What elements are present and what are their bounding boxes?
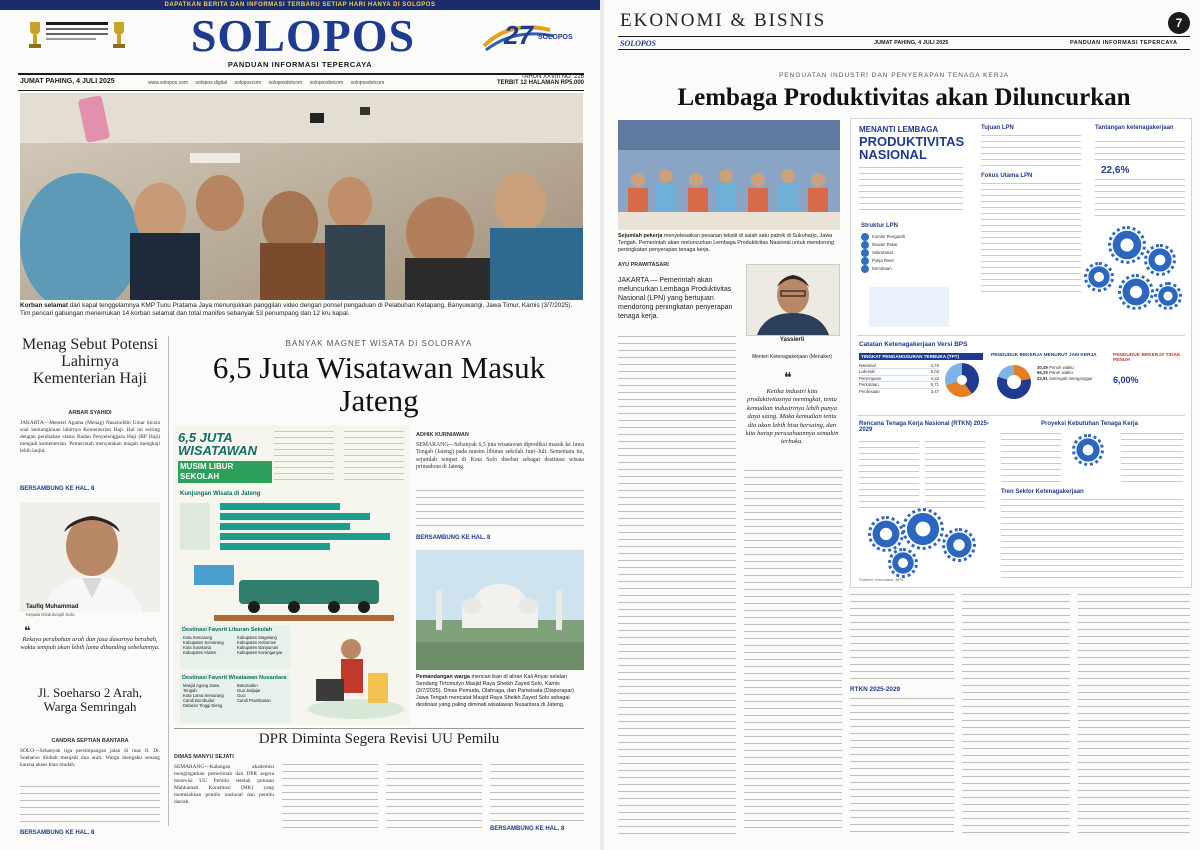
factory-caption (618, 233, 840, 254)
edition-price: TERBIT 12 HALAMAN RP5.000 (496, 80, 584, 86)
ig-challenge-value: 22,6% (1101, 165, 1130, 176)
gear-icon (945, 531, 973, 559)
worker-legend: 30,49 Penuh waktu 66,29 Paruh waktu 23,91 Setengah menganggur (1037, 365, 1093, 381)
right-headline[interactable]: Lembaga Produktivitas akan Diluncurkan (677, 84, 1131, 111)
favorite-item: Kabupaten Banyumas (237, 645, 279, 650)
ig-unemployed-title: PENDUDUK BEKERJA TIDAK PENUH (1113, 353, 1181, 363)
mosque-caption (416, 674, 584, 709)
profile-name: Taufiq Muhammad (26, 604, 79, 610)
nusantara-item: Baturraden (237, 683, 258, 688)
tourism-graphic (174, 425, 410, 725)
ig-priority-title: Tren Sektor Ketenagakerjaan (1001, 489, 1084, 495)
right-body-col1 (618, 336, 736, 834)
social-facebook[interactable]: soloposcom (234, 80, 262, 86)
photo-credit: Antara/Budi Candra Setya (520, 294, 567, 299)
ig-rtkn-title: Rencana Tenaga Kerja Nasional (RTKN) 2025-2029 (859, 421, 989, 433)
chart-title: Kunjungan Wisata di Jateng (180, 491, 261, 497)
ig-tpt-table: Nasional 4,76 Laki-laki 5,03 Perempuan 4,34 Perkotaan 5,71 Perdesaan 3,47 (859, 363, 939, 394)
factory-photo (618, 120, 840, 230)
ig-goal-title: Tujuan LPN (981, 125, 1014, 131)
side-story-byline: ARBAR SYAHIDI (68, 410, 112, 416)
economy-page (604, 0, 1200, 850)
favorite-destinations (180, 625, 290, 669)
structure-item: Kemitraan (872, 266, 892, 272)
graphic-subtitle: MUSIM LIBUR SEKOLAH (178, 461, 272, 483)
gear-icon (1087, 265, 1111, 289)
bottom-headline[interactable]: DPR Diminta Segera Revisi UU Pemilu (258, 731, 500, 747)
mosque-caption-lead: Pemandangan warga (416, 674, 470, 680)
social-instagram[interactable]: soloposdotcom (268, 80, 303, 86)
nusantara-item: Candi Prambanan (237, 698, 271, 703)
structure-item: Dewan Pakar (872, 242, 898, 248)
edition-info (480, 74, 584, 86)
nusantara-item: Gua Jatijajar (237, 688, 261, 693)
gear-icon (1147, 247, 1173, 273)
bottom-byline: DIMAS MANYU SEJATI (174, 754, 234, 760)
ig-source: Sumber: Kemnaker, BPS (859, 577, 904, 582)
social-web[interactable]: www.solopos.com (148, 80, 189, 86)
story3-continued[interactable]: BERSAMBUNG KE HAL. 8 (416, 535, 491, 541)
ig-title-main: PRODUKTIVITAS NASIONAL (859, 134, 965, 162)
side-story-continued[interactable]: BERSAMBUNG KE HAL. 8 (20, 486, 95, 492)
train-illustration (184, 555, 404, 625)
section-logo: SOLOPOS (620, 39, 657, 48)
nusantara-item: Guci (237, 693, 246, 698)
ig-title-top: MENANTI LEMBAGA (859, 125, 939, 134)
bottom-continued[interactable]: BERSAMBUNG KE HAL. 8 (490, 826, 565, 832)
right-body-col2 (744, 470, 842, 834)
favorite-item: Kabupaten Semarang (183, 640, 224, 645)
quote-icon: ❝ (784, 371, 792, 386)
bottom-body-col4 (490, 764, 584, 822)
award-badge-left (22, 16, 132, 54)
masthead-tagline: PANDUAN INFORMASI TEPERCAYA (227, 60, 373, 69)
nusantara-item: Masjid Agung Jawa Tengah (183, 683, 220, 693)
mosque-photo (416, 550, 584, 670)
nusantara-destinations (180, 673, 290, 723)
anniversary-label: SOLOPOS (538, 34, 573, 41)
structure-item: Komite Pengarah (872, 234, 906, 240)
right-body-col3a (850, 594, 954, 682)
story3-byline: ADHIK KURNIAWAN (416, 432, 469, 438)
main-photo-caption (20, 302, 583, 318)
nusantara-item: Kota Lama Semarang (183, 693, 224, 698)
bottom-body-col3 (386, 764, 482, 834)
ig-focus-title: Fokus Utama LPN (981, 173, 1033, 179)
page-number: 7 (1168, 12, 1190, 34)
story2-continued[interactable]: BERSAMBUNG KE HAL. 8 (20, 830, 95, 836)
ig-structure-title: Struktur LPN (861, 223, 899, 229)
gear-icon (1121, 277, 1151, 307)
graphic-title: 6,5 JUTA WISATAWAN (178, 430, 257, 458)
anniversary-number: 27 (504, 20, 533, 50)
right-body-col3b (850, 698, 954, 834)
story3-lead: SEMARANG—Sebanyak 6,5 juta wisatawan diprediksi masuk ke Jawa Tengah (Jateng) pada musim liburan sekolah Juni–Juli. Sementara itu, sejumlah tempat di Kota Solo disebut sebagai destinasi wisata primadona di Jateng. (416, 442, 584, 471)
nusantara-item: Dataran Tinggi Dieng (183, 703, 223, 708)
social-links (148, 80, 448, 90)
nusantara-item: Candi Borobudur (183, 698, 215, 703)
ig-unemployed-value: 6,00% (1113, 375, 1139, 385)
profile-quote: Rekaya perubahan arah dan jasa dasarnya berubah, waktu tempuh akan lebih lama dibanding sebelumnya. (20, 636, 160, 651)
profile-role: Kepala Disdukcapil Solo (26, 612, 75, 617)
right-lead: JAKARTA — Pemerintah akan meluncurkan Lembaga Produktivitas Nasional (LPN) yang bertujuan mendorong peningkatan penyerapan tenaga kerja. (618, 277, 733, 320)
gear-icon (1111, 229, 1143, 261)
right-byline: AYU PRAWITASARI (618, 262, 669, 268)
favorite-item: Kabupaten Karanganyar (237, 650, 283, 655)
story2-body (20, 786, 160, 828)
right-subhead: RTKN 2025-2029 (850, 686, 901, 693)
minister-quote: Ketika industri kita produktivitasnya meningkat, tentu kemudian industrinya lebih punya daya saing. Maka kemudian tentu dia akan lebih bisa bersaing, dan kita harap perusahaannya semakin terbuka. (745, 388, 839, 446)
caption-text: dari kapal tenggelamnya KMP Tunu Pratama Jaya menunjukkan panggilan video dengan ponsel pengaduan di Pelabuhan Ketapang, Banyuwangi, Jawa Timur, Kamis (3/7/2025). Tim pencari gabungan menemukan 14 korban selamat dan total manifes sebanyak 53 penumpang dan 12 kru kapal. (20, 302, 573, 317)
caption-lead: Korban selamat (20, 302, 68, 309)
story2-title[interactable]: Jl. Soeharso 2 Arah, Warga Semringah (37, 685, 143, 714)
structure-item: Pokja Riset (872, 258, 894, 264)
gear-icon (871, 519, 901, 549)
main-headline[interactable]: 6,5 Juta Wisatawan Masuk Jateng (212, 350, 546, 418)
ig-structure-list (861, 233, 961, 273)
favorite-item: Kabupaten Kebumen (237, 640, 277, 645)
top-strip: DAPATKAN BERITA DAN INFORMASI TERBARU SETIAP HARI HANYA DI SOLOPOS (0, 0, 600, 10)
ig-challenge-title: Tantangan ketenagakerjaan (1095, 125, 1174, 131)
story2-byline: CANDRA SEPTIAN BANTARA (51, 738, 129, 744)
side-story-title[interactable]: Menag Sebut Potensi Lahirnya Kementerian Haji (22, 336, 158, 387)
gear-icon (1157, 285, 1179, 307)
edition-number: TAHUN XXVIII NO. 226 (521, 74, 584, 80)
factory-caption-text: menyelesaikan pesanan tekstil di salah satu pabrik di Sukoharjo, Jawa Tengah. Pemerintah akan meluncurkan Lembaga Produktivitas Nasional untuk mendorong peningkatan penyerapan tenaga kerja. (618, 233, 835, 253)
section-title: EKONOMI & BISNIS (620, 10, 827, 31)
social-tiktok[interactable]: soloposdotcom (309, 80, 344, 86)
section-date: JUMAT PAHING, 4 JULI 2025 (874, 40, 949, 46)
minister-role: Menteri Ketenagakerjaan (Menaker) (751, 354, 833, 360)
productivity-infographic (850, 118, 1192, 588)
bottom-body-col2 (282, 764, 378, 834)
story2-lead: SOLO—Sebanyak tiga persimpangan jalan di ruas Jl. Dr. Soeharso diubah menjadi dua arah. Warga mengaku senang karena akses kian mudah. (20, 748, 160, 768)
favorite-item: Kabupaten Klaten (183, 650, 217, 655)
gear-icon (1075, 437, 1101, 463)
mosque-caption-text: mencari ikan di aliran Kali Anyar selatan Sendang Tirtomulyo Masjid Raya Sheikh Zayed Solo, Kamis (3/7/2025). Dinas Pemuda, Olahraga, dan Pariwisata (Disporapar) Jawa Tengah mencatat Masjid Raya Sheikh Zayed Solo sebagai destinasi yang paling diminati wisatawan Nusantara di Jateng. (416, 674, 574, 708)
main-photo (20, 93, 583, 300)
traveler-illustration (296, 629, 406, 721)
ig-worker-title: PENDUDUK BEKERJA MENURUT JAM KERJA (991, 353, 1097, 358)
anniversary-badge (480, 16, 585, 56)
profile-photo (20, 502, 160, 612)
social-x[interactable]: soloposdotcom (350, 80, 385, 86)
favorite-item: Kota Surakarta (183, 645, 211, 650)
ig-tpt-title: TINGKAT PENGANGGURAN TERBUKA (TPT) (859, 353, 983, 360)
favorite-item: Kota Semarang (183, 635, 213, 640)
social-youtube[interactable]: solopos.digital (195, 80, 228, 86)
issue-date: JUMAT PAHING, 4 JULI 2025 (20, 78, 115, 85)
nusantara-title: Destinasi Favorit Wisatawan Nusantara (182, 675, 287, 681)
section-tagline: PANDUAN INFORMASI TEPERCAYA (1070, 40, 1178, 46)
gear-icon (905, 511, 941, 547)
ig-bps-title: Catatan Ketenagakerjaan Versi BPS (859, 341, 968, 348)
quote-icon: ❝ (24, 624, 31, 638)
right-body-col5 (1078, 594, 1190, 834)
column-divider (168, 336, 169, 826)
gear-icon (891, 551, 915, 575)
story3-body (416, 490, 584, 532)
masthead-logo[interactable]: SOLOPOS (190, 10, 416, 61)
ig-projection-title: Proyeksi Kebutuhan Tenaga Kerja (1041, 421, 1138, 427)
right-body-col4 (962, 594, 1070, 834)
side-story-lead: JAKARTA—Menteri Agama (Menag) Nasaruddin Umar bicara soal kemungkinan lahirnya Kementerian Haji. Hal ini seiring dengan perubahan status Badan Penyelenggara Haji (BP Haji) menjadi kementerian. Pemerintah menyatakan tengah mengkaji lebih lanjut. (20, 420, 160, 454)
favorite-item: Kabupaten Magelang (237, 635, 277, 640)
minister-photo (746, 264, 840, 336)
headline-kicker: BANYAK MAGNET WISATA DI SOLORAYA (285, 339, 473, 348)
minister-name: Yassierli (779, 337, 805, 343)
structure-item: Sekretariat (872, 250, 893, 256)
favorite-title: Destinasi Favorit Liburan Sekolah (182, 627, 273, 633)
right-kicker: PENGUATAN INDUSTRI DAN PENYERAPAN TENAGA KERJA (778, 72, 1010, 79)
visits-bar-chart (180, 501, 406, 553)
bottom-lead: SEMARANG—Kalangan akademisi mengingatkan pemerintah dan DPR segera merevisi UU Pemilu setelah putusan Mahkamah Konstitusi (MK) yang memisahkan pemilu nasional dan pemilu daerah. (174, 764, 274, 805)
factory-caption-lead: Sejumlah pekerja (618, 233, 663, 239)
